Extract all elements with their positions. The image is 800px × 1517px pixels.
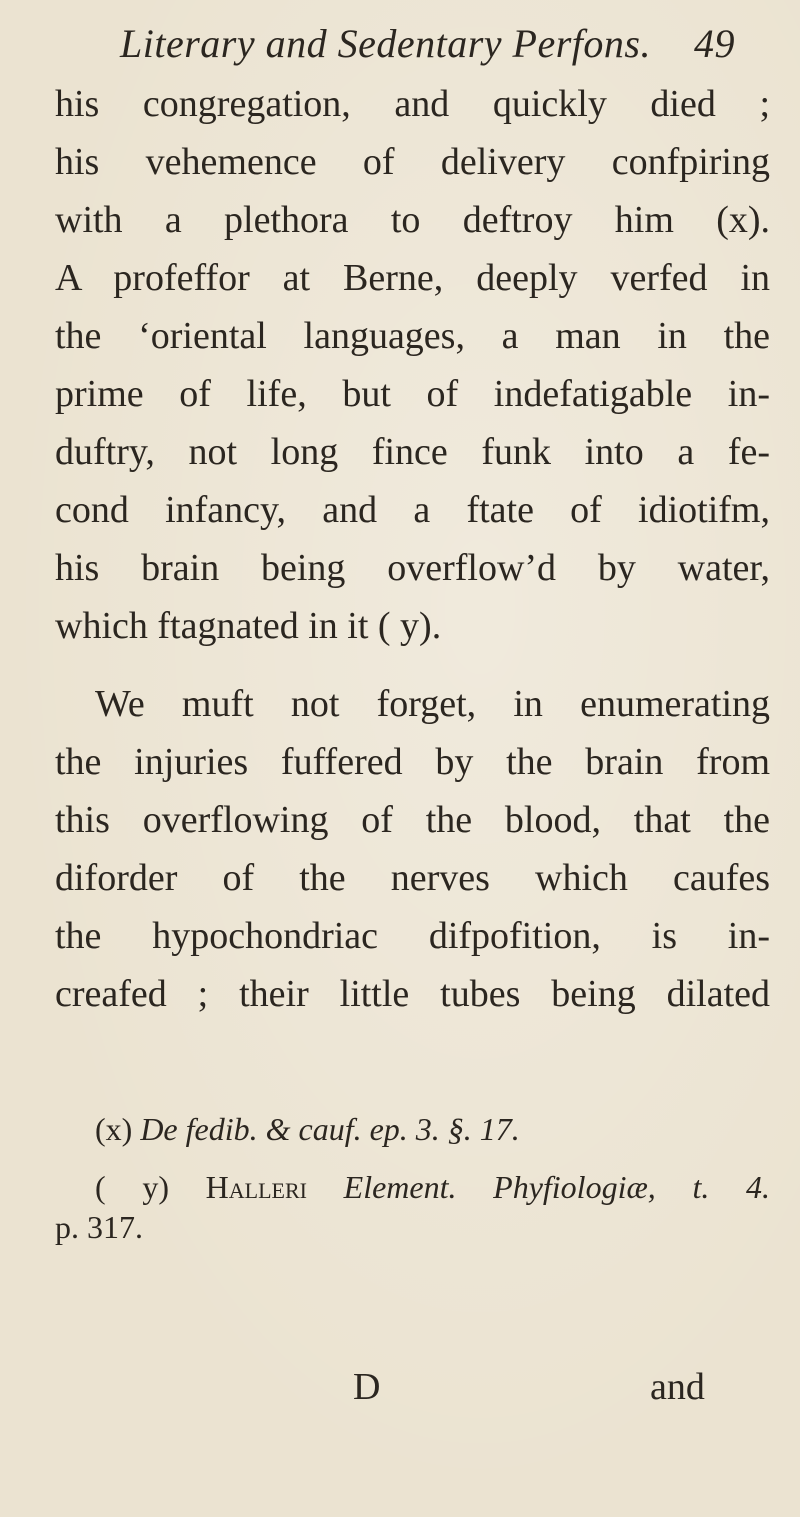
footnote-author: Halleri: [205, 1169, 307, 1205]
text-line: the injuries fuffered by the brain from: [55, 741, 770, 783]
text-line: cond infancy, and a ftate of idiotifm,: [55, 489, 770, 531]
text-line: his congregation, and quickly died ;: [55, 83, 770, 125]
footnote-continuation: p. 317.: [55, 1209, 143, 1245]
page-footer: [0, 1365, 800, 1425]
text-line: duftry, not long fince funk into a fe-: [55, 431, 770, 473]
footnote-y: [95, 1165, 770, 1209]
footnote-text: De fedib. & cauf. ep. 3. §. 17.: [140, 1111, 520, 1147]
text-line: creafed ; their little tubes being dilated: [55, 973, 770, 1015]
text-line: with a plethora to deftroy him (x).: [55, 199, 770, 241]
text-line: this overflowing of the blood, that the: [55, 799, 770, 841]
footnote-marker: (x): [95, 1111, 133, 1147]
footnote-x: [95, 1107, 520, 1151]
text-line: A profeffor at Berne, deeply verfed in: [55, 257, 770, 299]
footnote-marker: ( y): [95, 1169, 169, 1205]
footnote-text: Element. Phyfiologiæ, t. 4.: [343, 1169, 771, 1205]
page-number: 49: [694, 21, 735, 66]
running-head: [120, 20, 735, 72]
text-line: the ‘oriental languages, a man in the: [55, 315, 770, 357]
catchword: and: [650, 1366, 705, 1408]
text-line: prime of life, but of indefatigable in-: [55, 373, 770, 415]
signature-mark: D: [353, 1366, 381, 1408]
text-line: his vehemence of delivery confpiring: [55, 141, 770, 183]
text-line: which ftagnated in it ( y).: [55, 605, 442, 647]
text-line: We muft not forget, in enumerating: [95, 683, 770, 725]
running-head-title: Literary and Sedentary Perfons.: [120, 21, 651, 66]
text-line: his brain being overflow’d by water,: [55, 547, 770, 589]
text-line: the hypochondriac difpofition, is in-: [55, 915, 770, 957]
text-line: diforder of the nerves which caufes: [55, 857, 770, 899]
